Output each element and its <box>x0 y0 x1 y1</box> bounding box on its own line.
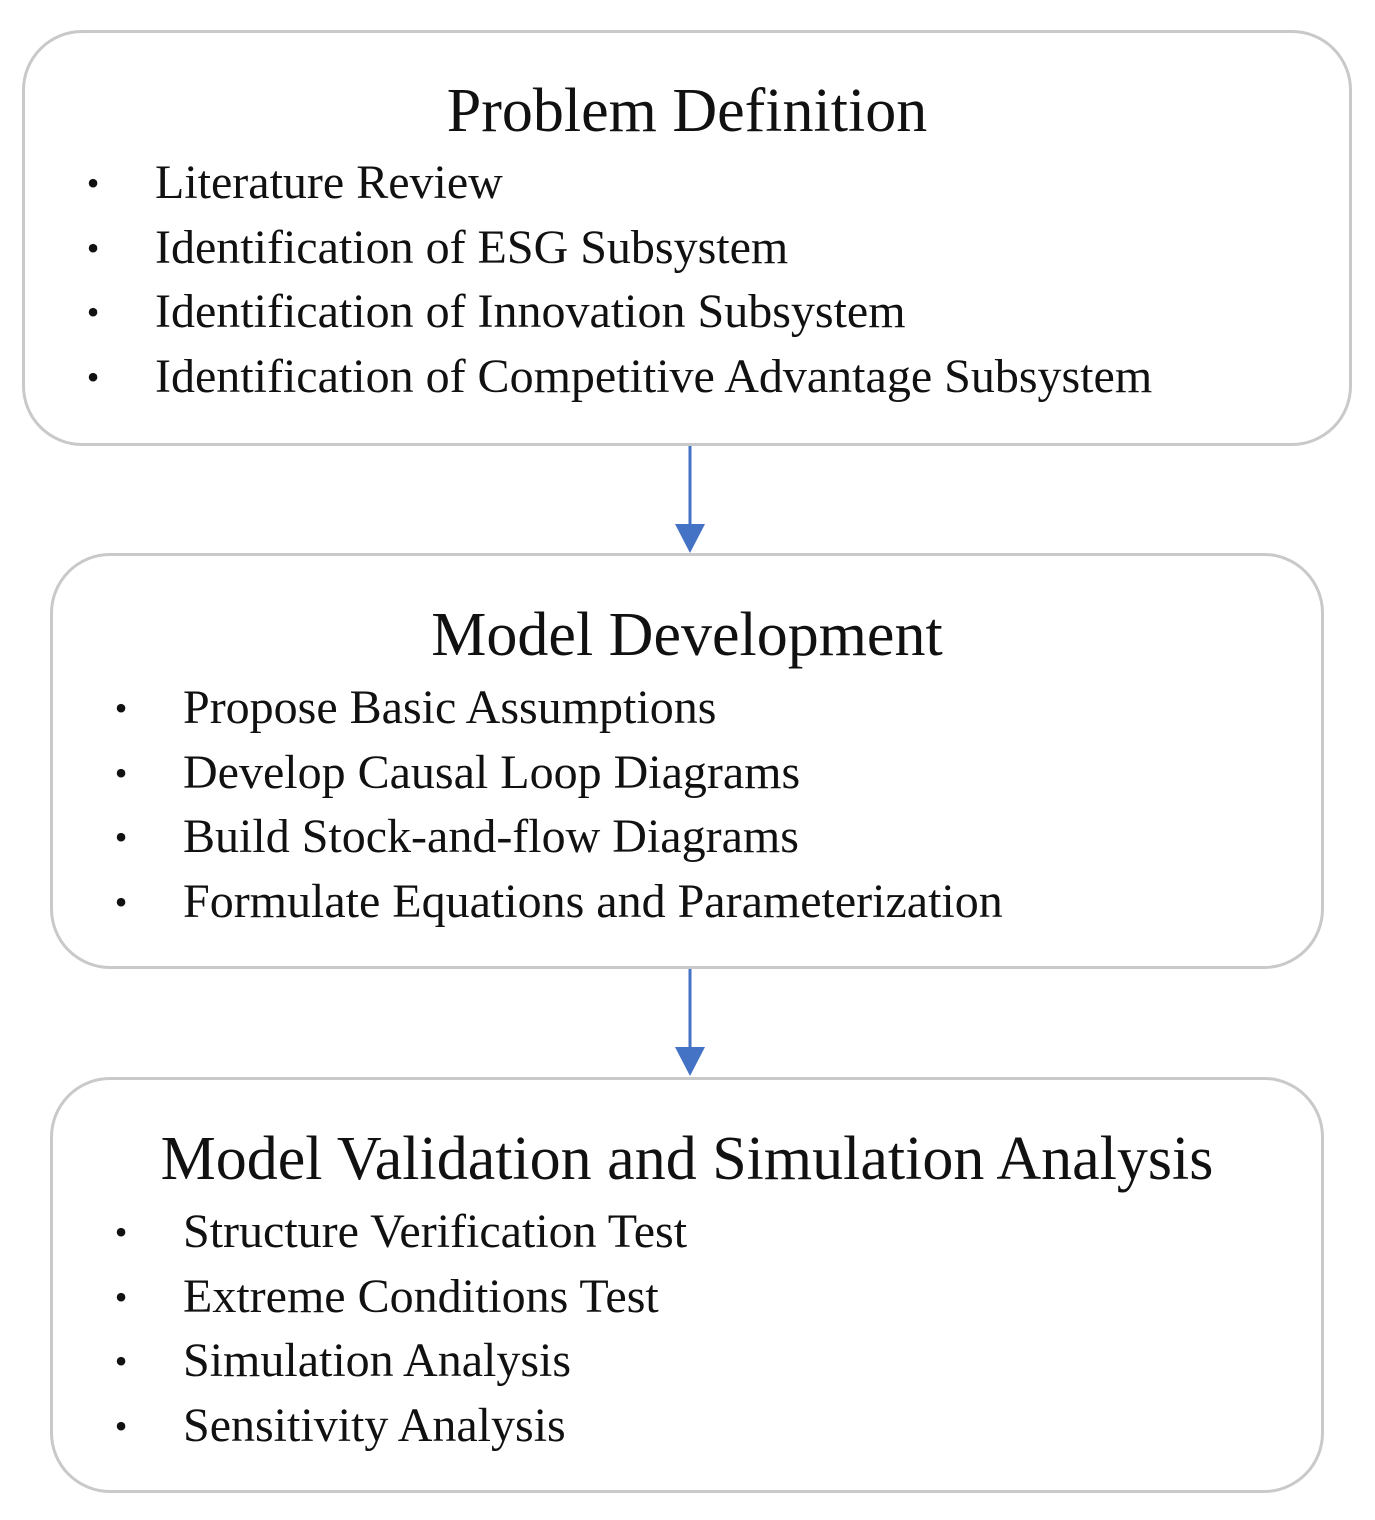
flow-arrow-down-icon <box>670 446 710 558</box>
bullet-icon: • <box>114 1341 128 1381</box>
bullet-icon: • <box>86 163 100 203</box>
flow-arrow-down-icon <box>670 969 710 1081</box>
bullet-icon: • <box>86 292 100 332</box>
list-item-label: Build Stock-and-flow Diagrams <box>183 810 799 863</box>
list-item-label: Simulation Analysis <box>183 1334 572 1387</box>
bullet-icon: • <box>86 227 100 268</box>
stage-title: Model Development <box>431 601 943 669</box>
list-item-label: Develop Causal Loop Diagrams <box>183 745 801 799</box>
bullet-icon: • <box>114 688 128 728</box>
list-item-label: Formulate Equations and Parameterization <box>183 874 1003 928</box>
bullet-icon: • <box>86 356 100 397</box>
bullet-icon: • <box>114 752 128 793</box>
bullet-icon: • <box>114 881 128 922</box>
bullet-icon: • <box>114 1212 128 1252</box>
stage-title: Model Validation and Simulation Analysis <box>160 1125 1214 1193</box>
list-item-label: Structure Verification Test <box>183 1205 688 1258</box>
stage-box-model-development <box>50 553 1324 969</box>
list-item-label: Identification of Innovation Subsystem <box>155 285 906 338</box>
list-item-label: Identification of ESG Subsystem <box>155 220 789 274</box>
list-item-label: Identification of Competitive Advantage Subsystem <box>155 349 1153 403</box>
list-item-label: Sensitivity Analysis <box>183 1398 566 1452</box>
bullet-icon: • <box>114 817 128 857</box>
list-item-label: Propose Basic Assumptions <box>183 681 717 734</box>
stage-box-problem-definition <box>22 30 1352 446</box>
stage-title: Problem Definition <box>446 77 928 145</box>
bullet-icon: • <box>114 1276 128 1317</box>
list-item-label: Extreme Conditions Test <box>183 1269 659 1323</box>
bullet-icon: • <box>114 1405 128 1446</box>
stage-box-model-validation <box>50 1077 1324 1493</box>
list-item-label: Literature Review <box>155 156 503 209</box>
